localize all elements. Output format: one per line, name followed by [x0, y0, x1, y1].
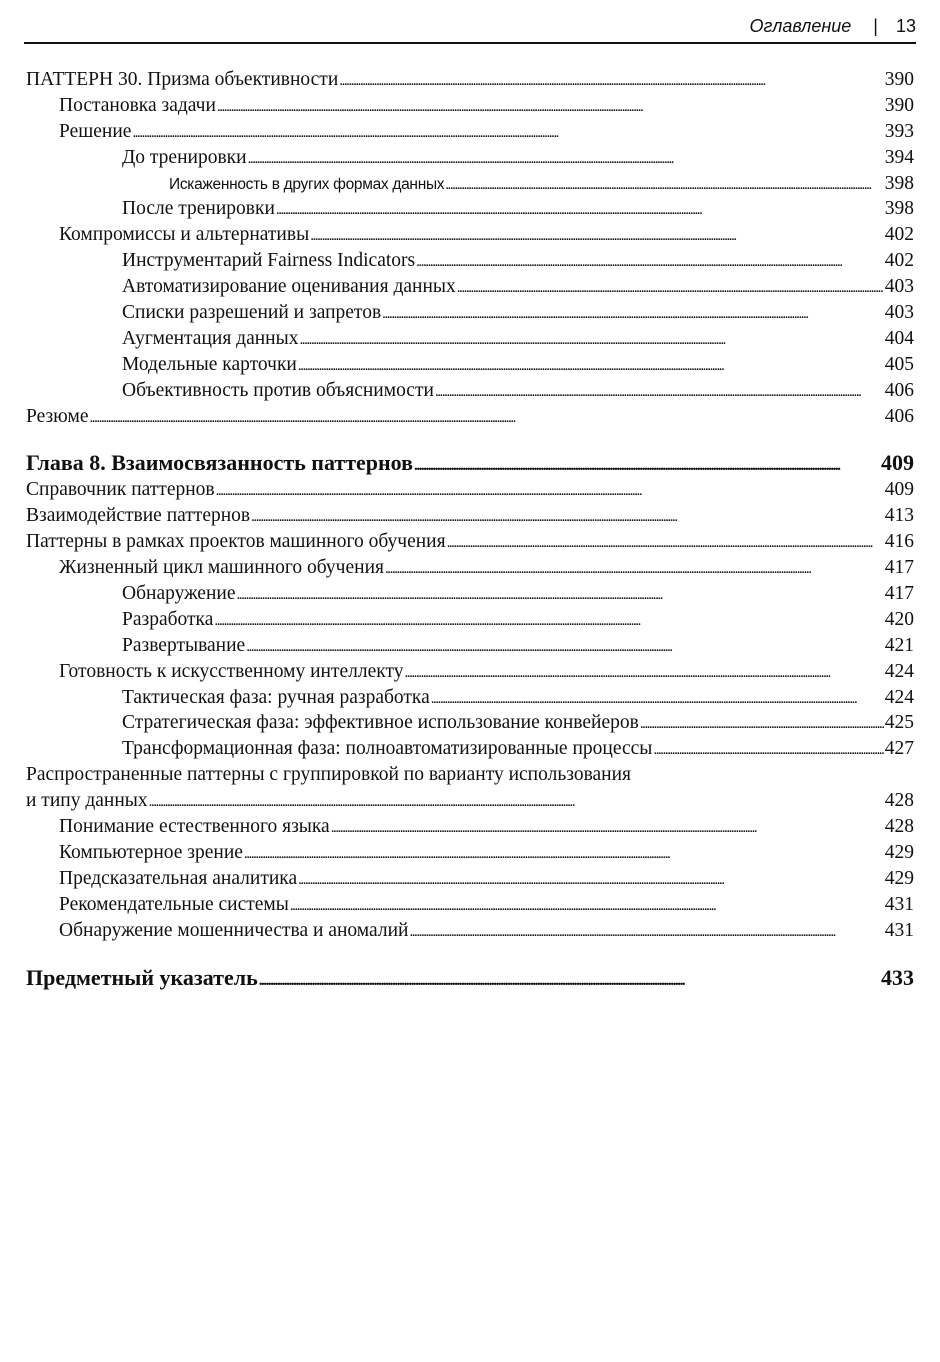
toc-entry-page: 417	[884, 583, 914, 605]
toc-entry-page: 404	[884, 327, 914, 349]
toc-entry-page: 416	[884, 531, 914, 553]
toc-entry-title: Компромиссы и альтернативы	[59, 224, 310, 246]
toc-entry-page: 390	[884, 94, 914, 116]
dot-leader	[445, 171, 884, 199]
dot-leader	[416, 248, 884, 276]
dot-leader	[90, 404, 884, 432]
dot-leader	[382, 300, 884, 328]
toc-entry-page: 398	[884, 172, 914, 194]
toc-entry-page: 420	[884, 608, 914, 630]
dot-leader	[409, 918, 883, 946]
toc-entry[interactable]	[26, 404, 914, 430]
toc-entry-title: Взаимодействие паттернов	[26, 505, 251, 527]
toc-entry[interactable]	[26, 581, 914, 607]
header-group	[750, 16, 916, 37]
toc-entry-page: 413	[884, 505, 914, 527]
toc-entry-page: 403	[884, 302, 914, 324]
dot-leader	[298, 866, 884, 894]
toc-entry-title: Модельные карточки	[122, 353, 297, 375]
toc-entry[interactable]	[26, 685, 914, 711]
toc-entry[interactable]	[26, 503, 914, 529]
dot-leader	[640, 710, 884, 738]
dot-leader	[217, 93, 884, 121]
toc-entry-title: Жизненный цикл машинного обучения	[59, 557, 384, 579]
toc-entry-title: Резюме	[26, 405, 89, 427]
toc-entry[interactable]	[26, 326, 914, 352]
toc-entry-title: Рекомендательные системы	[59, 893, 289, 915]
page-number: 13	[895, 16, 916, 36]
toc-entry-title: Готовность к искусственному интеллекту	[59, 660, 404, 682]
spacer	[26, 944, 914, 964]
toc-entry-page: 428	[884, 816, 914, 838]
toc-entry-title: Стратегическая фаза: эффективное использование конвейеров	[122, 712, 639, 734]
toc-entry-title: Обнаружение мошенничества и аномалий	[59, 919, 409, 941]
toc-entry[interactable]	[26, 607, 914, 633]
toc-entry-title: Глава 8. Взаимосвязанность паттернов	[26, 450, 414, 476]
toc-entry-page: 394	[884, 146, 914, 168]
toc-entry-page: 429	[884, 867, 914, 889]
toc-entry[interactable]	[26, 300, 914, 326]
toc-entry-page: 402	[884, 250, 914, 272]
toc-entry[interactable]	[26, 529, 914, 555]
table-of-contents	[26, 67, 914, 992]
toc-entry[interactable]	[26, 274, 914, 300]
dot-leader	[149, 788, 884, 816]
toc-entry-page: 427	[884, 738, 914, 760]
toc-entry-page: 403	[884, 276, 914, 298]
dot-leader	[339, 67, 883, 95]
toc-entry[interactable]	[26, 710, 914, 736]
toc-entry-page: 425	[884, 712, 914, 734]
dot-leader	[414, 449, 880, 480]
toc-entry-page: 431	[884, 893, 914, 915]
dot-leader	[251, 503, 884, 531]
toc-entry-page: 393	[884, 120, 914, 142]
toc-entry-page: 409	[881, 450, 914, 476]
toc-entry-line2	[26, 788, 914, 814]
toc-entry-title: Постановка задачи	[59, 94, 216, 116]
toc-entry[interactable]	[26, 736, 914, 762]
dot-leader	[385, 555, 884, 583]
dot-leader	[457, 274, 884, 302]
toc-entry-title: Искаженность в других формах данных	[169, 175, 445, 193]
dot-leader	[290, 892, 884, 920]
toc-entry[interactable]	[26, 814, 914, 840]
toc-entry-page: 405	[884, 353, 914, 375]
toc-entry-page: 424	[884, 686, 914, 708]
toc-entry-page: 390	[884, 69, 914, 90]
toc-entry[interactable]	[26, 119, 914, 145]
dot-leader	[276, 196, 884, 224]
dot-leader	[404, 659, 883, 687]
toc-chapter-entry[interactable]	[26, 449, 914, 477]
toc-chapter-entry[interactable]	[26, 964, 914, 992]
toc-entry-title-line1: Распространенные паттерны с группировкой по варианту использования	[26, 764, 632, 786]
toc-entry-title: Предсказательная аналитика	[59, 867, 298, 889]
toc-entry-page: 406	[884, 379, 914, 401]
dot-leader	[299, 326, 883, 354]
toc-entry-title: Аугментация данных	[122, 327, 299, 349]
toc-entry[interactable]	[26, 378, 914, 404]
dot-leader	[653, 736, 883, 764]
toc-entry-page: 429	[884, 841, 914, 863]
toc-entry-title: Трансформационная фаза: полноавтоматизированные процессы	[122, 738, 653, 760]
toc-entry-title: Инструментарий Fairness Indicators	[122, 250, 416, 272]
toc-entry-multiline[interactable]	[26, 762, 914, 814]
toc-entry-title: Паттерны в рамках проектов машинного обучения	[26, 531, 446, 553]
toc-entry[interactable]	[26, 840, 914, 866]
toc-entry[interactable]	[26, 892, 914, 918]
toc-entry-title: После тренировки	[122, 198, 275, 220]
toc-entry-page: 424	[884, 660, 914, 682]
toc-entry-title: Автоматизирование оценивания данных	[122, 276, 456, 298]
toc-entry[interactable]	[26, 633, 914, 659]
running-header	[24, 0, 916, 44]
toc-entry-title: Списки разрешений и запретов	[122, 302, 382, 324]
header-separator: |	[873, 16, 878, 36]
toc-entry-title: Обнаружение	[122, 583, 236, 605]
toc-entry[interactable]	[26, 196, 914, 222]
dot-leader	[259, 964, 880, 995]
dot-leader	[435, 378, 884, 406]
dot-leader	[298, 352, 884, 380]
toc-entry-title: Решение	[59, 120, 132, 142]
toc-entry-title-line2: и типу данных	[26, 790, 148, 812]
toc-entry[interactable]	[26, 145, 914, 171]
toc-entry-page: 409	[884, 479, 914, 501]
toc-entry-title: Понимание естественного языка	[59, 816, 330, 838]
toc-entry-page: 421	[884, 634, 914, 656]
toc-entry-page: 406	[884, 405, 914, 427]
toc-entry-page: 417	[884, 557, 914, 579]
toc-entry[interactable]	[26, 352, 914, 378]
toc-entry-title: Справочник паттернов	[26, 479, 215, 501]
toc-entry-title: Предметный указатель	[26, 964, 258, 990]
toc-entry[interactable]	[26, 93, 914, 119]
dot-leader	[246, 633, 884, 661]
toc-entry[interactable]	[26, 477, 914, 503]
toc-entry-title: ПАТТЕРН 30. Призма объективности	[26, 69, 339, 90]
toc-entry-title: Объективность против объяснимости	[122, 379, 434, 401]
toc-entry-page: 428	[884, 790, 914, 812]
toc-entry-title: Развертывание	[122, 634, 246, 656]
toc-entry-title: Тактическая фаза: ручная разработка	[122, 686, 430, 708]
toc-entry[interactable]	[26, 67, 914, 93]
toc-entry[interactable]	[26, 918, 914, 944]
dot-leader	[216, 477, 884, 505]
dot-leader	[236, 581, 883, 609]
dot-leader	[244, 840, 884, 868]
spacer	[26, 429, 914, 449]
running-header-title: Оглавление	[749, 16, 852, 36]
toc-entry-title: До тренировки	[122, 146, 247, 168]
toc-entry-title: Разработка	[122, 608, 214, 630]
dot-leader	[331, 814, 884, 842]
dot-leader	[214, 607, 883, 635]
dot-leader	[248, 145, 884, 173]
dot-leader	[447, 529, 884, 557]
toc-entry[interactable]	[26, 555, 914, 581]
dot-leader	[310, 222, 884, 250]
toc-entry-page: 431	[884, 919, 914, 941]
toc-entry-title: Компьютерное зрение	[59, 841, 243, 863]
toc-entry[interactable]	[26, 222, 914, 248]
toc-entry[interactable]	[26, 866, 914, 892]
dot-leader	[431, 685, 884, 713]
toc-entry[interactable]	[26, 171, 914, 197]
toc-entry[interactable]	[26, 659, 914, 685]
toc-entry[interactable]	[26, 248, 914, 274]
toc-entry-page: 398	[884, 198, 914, 220]
toc-entry-page: 433	[881, 964, 914, 990]
toc-entry-page: 402	[884, 224, 914, 246]
dot-leader	[132, 119, 883, 147]
